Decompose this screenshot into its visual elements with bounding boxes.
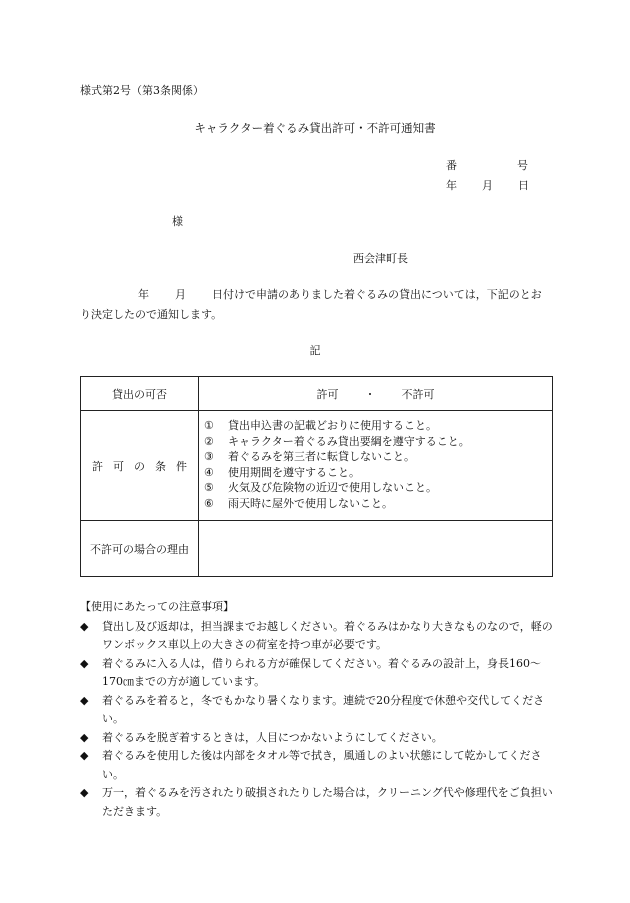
reason-label: 不許可の場合の理由 [81,521,199,577]
diamond-bullet-icon: ◆ [80,786,89,799]
list-item: ⑤ 火気及び危険物の近辺で使用しないこと。 [204,481,437,494]
conditions-cell [199,411,553,521]
diamond-bullet-icon: ◆ [80,693,89,707]
list-item: ◆ 着ぐるみを使用した後は内部をタオル等で拭き，風通しのよい状態にして乾かしてください。 [80,749,542,781]
body-text: 日付けで申請のありました着ぐるみの貸出については，下記のとおり決定したので通知します。 [80,288,542,321]
decision-label: 貸出の可否 [81,377,199,411]
permit-text: 許可 [316,387,339,401]
separator-dot: ・ [364,387,376,401]
sender-name: 西会津町長 [353,252,408,265]
notice-body [80,285,552,325]
body-year: 年 [138,288,149,301]
deny-text: 不許可 [401,387,435,401]
usage-notes [80,598,555,821]
number-label-a: 番 [446,159,457,172]
diamond-bullet-icon: ◆ [80,619,89,633]
ki-heading: 記 [309,344,321,357]
body-month: 月 [175,288,186,301]
list-item: ◆ 貸出し及び返却は，担当課までお越しください。着ぐるみはかなり大きなものなので，軽のワンボックス車以上の大きさの荷室を持つ車が必要です。 [80,619,553,651]
list-item: ◆ 着ぐるみを脱ぎ着するときは，人目につかないようにしてください。 [80,729,555,748]
table-row-reason [81,521,553,577]
list-item: ◆ 着ぐるみに入る人は，借りられる方が確保してください。着ぐるみの設計上，身長160～170㎝までの方が適しています。 [80,656,541,688]
table-row-conditions [81,411,553,521]
list-item: ◆ 万一，着ぐるみを汚されたり破損されたりした場合は，クリーニング代や修理代をご負担いただきます。 [80,786,553,818]
list-item: ⑥ 雨天時に屋外で使用しないこと。 [204,496,393,510]
diamond-bullet-icon: ◆ [80,749,89,762]
table-row-decision [81,377,553,411]
decision-value [199,377,553,411]
form-number: 様式第2号（第3条関係） [80,84,204,97]
date-year-label: 年 [446,179,457,192]
addressee-suffix: 様 [172,215,183,228]
reason-value [199,521,553,577]
date-day-label: 日 [518,179,529,192]
number-label-b: 号 [517,159,528,172]
list-item: ◆ 着ぐるみを着ると，冬でもかなり暑くなります。連続で20分程度で休憩や交代してください。 [80,693,545,725]
decision-table [80,376,553,577]
conditions-list [199,411,552,511]
notes-heading: 【使用にあたっての注意事項】 [80,600,234,613]
list-item: ② キャラクター着ぐるみ貸出要綱を遵守すること。 [204,434,470,448]
diamond-bullet-icon: ◆ [80,730,89,744]
date-month-label: 月 [482,179,493,192]
diamond-bullet-icon: ◆ [80,656,89,670]
conditions-label: 許可の条件 [81,411,199,521]
document-title: キャラクター着ぐるみ貸出許可・不許可通知書 [194,121,436,135]
list-item: ③ 着ぐるみを第三者に転貸しないこと。 [204,450,415,463]
document-date-line [446,177,529,193]
list-item: ① 貸出申込書の記載どおりに使用すること。 [204,419,437,432]
list-item: ④ 使用期間を遵守すること。 [204,465,360,479]
document-number-line [446,157,528,173]
notes-list [80,618,555,822]
